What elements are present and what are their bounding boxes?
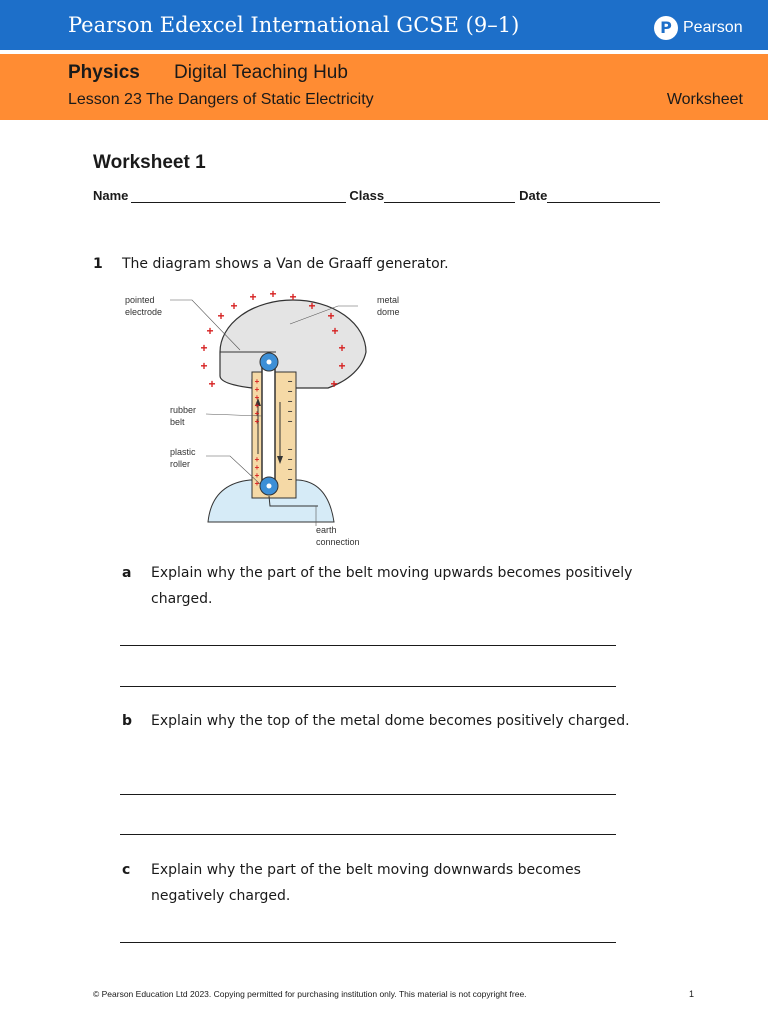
dome-plus-charge: + bbox=[230, 299, 238, 313]
answer-line-a2[interactable] bbox=[120, 686, 616, 687]
van-de-graaff-diagram bbox=[120, 284, 410, 550]
lesson-title: Lesson 23 The Dangers of Static Electricity bbox=[68, 91, 374, 108]
label-plastic-2: roller bbox=[170, 459, 191, 469]
copyright-footer: © Pearson Education Ltd 2023. Copying permitted for purchasing institution only. This material is not copyright free. bbox=[93, 989, 527, 999]
hub-title: Digital Teaching Hub bbox=[174, 62, 348, 83]
answer-line-a1[interactable] bbox=[120, 645, 616, 646]
bottom-roller-axle bbox=[267, 484, 272, 489]
dome-plus-charge: + bbox=[269, 287, 277, 301]
name-field[interactable] bbox=[131, 189, 346, 203]
part-a-letter: a bbox=[122, 565, 132, 581]
worksheet-title: Worksheet 1 bbox=[93, 152, 206, 173]
name-label: Name bbox=[93, 188, 129, 203]
belt-minus-charge: − bbox=[287, 475, 293, 484]
label-plastic-1: plastic bbox=[170, 447, 196, 457]
pearson-logo-text: Pearson bbox=[683, 19, 743, 36]
belt-minus-charge: − bbox=[287, 465, 293, 474]
dome-plus-charge: + bbox=[217, 309, 225, 323]
pearson-logo bbox=[654, 16, 743, 40]
belt-plus-charge: + bbox=[254, 385, 260, 394]
part-c-text: Explain why the part of the belt moving downwards becomes negatively charged. bbox=[151, 862, 581, 904]
dome-plus-charge: + bbox=[338, 341, 346, 355]
lesson-band bbox=[0, 54, 768, 120]
label-earth-2: connection bbox=[316, 537, 360, 547]
belt-minus-charge: − bbox=[287, 407, 293, 416]
label-rubber-2: belt bbox=[170, 417, 185, 427]
belt-plus-charge: + bbox=[254, 377, 260, 386]
label-metal-2: dome bbox=[377, 307, 400, 317]
belt-minus-charge: − bbox=[287, 445, 293, 454]
belt-plus-charge: + bbox=[254, 455, 260, 464]
pearson-logo-icon: P bbox=[654, 16, 678, 40]
class-field[interactable] bbox=[384, 189, 515, 203]
question-text: The diagram shows a Van de Graaff generator. bbox=[122, 256, 449, 272]
course-title: Pearson Edexcel International GCSE (9–1) bbox=[68, 13, 520, 37]
belt-plus-charge: + bbox=[254, 409, 260, 418]
dome-plus-charge: + bbox=[327, 309, 335, 323]
dome-plus-charge: + bbox=[206, 324, 214, 338]
rubber-belt bbox=[262, 360, 275, 488]
student-details-row bbox=[93, 188, 660, 203]
label-pointed-1: pointed bbox=[125, 295, 155, 305]
label-metal-1: metal bbox=[377, 295, 400, 305]
belt-plus-charge: + bbox=[254, 479, 260, 488]
dome-plus-charge: + bbox=[208, 377, 216, 391]
subject-title: Physics bbox=[68, 62, 140, 83]
part-c-letter: c bbox=[122, 862, 131, 878]
belt-minus-charge: − bbox=[287, 397, 293, 406]
part-b-text: Explain why the top of the metal dome becomes positively charged. bbox=[151, 713, 630, 729]
dome-plus-charge: + bbox=[331, 324, 339, 338]
answer-line-b1[interactable] bbox=[120, 794, 616, 795]
belt-minus-charge: − bbox=[287, 377, 293, 386]
dome-plus-charge: + bbox=[308, 299, 316, 313]
dome-plus-charge: + bbox=[249, 290, 257, 304]
dome-plus-charge: + bbox=[338, 359, 346, 373]
dome-plus-charge: + bbox=[200, 359, 208, 373]
answer-line-b2[interactable] bbox=[120, 834, 616, 835]
question-number: 1 bbox=[93, 256, 103, 272]
belt-plus-charge: + bbox=[254, 417, 260, 426]
belt-minus-charge: − bbox=[287, 387, 293, 396]
belt-plus-charge: + bbox=[254, 463, 260, 472]
dome-plus-charge: + bbox=[330, 377, 338, 391]
page-number: 1 bbox=[689, 989, 695, 999]
date-field[interactable] bbox=[547, 189, 660, 203]
date-label: Date bbox=[519, 188, 548, 203]
label-rubber-1: rubber bbox=[170, 405, 197, 415]
belt-plus-charge: + bbox=[254, 393, 260, 402]
doc-type-label: Worksheet bbox=[666, 91, 743, 108]
belt-minus-charge: − bbox=[287, 417, 293, 426]
belt-minus-charge: − bbox=[287, 455, 293, 464]
dome-plus-charge: + bbox=[289, 290, 297, 304]
class-label: Class bbox=[349, 188, 385, 203]
part-b-letter: b bbox=[122, 713, 133, 729]
part-a-text: Explain why the part of the belt moving upwards becomes positively charged. bbox=[151, 565, 633, 607]
label-earth-1: earth bbox=[316, 525, 337, 535]
label-pointed-2: electrode bbox=[125, 307, 163, 317]
belt-plus-charge: + bbox=[254, 471, 260, 480]
answer-line-c1[interactable] bbox=[120, 942, 616, 943]
top-header-bar bbox=[0, 0, 768, 50]
dome-plus-charge: + bbox=[200, 341, 208, 355]
top-roller-axle bbox=[267, 360, 272, 365]
belt-plus-charge: + bbox=[254, 401, 260, 410]
